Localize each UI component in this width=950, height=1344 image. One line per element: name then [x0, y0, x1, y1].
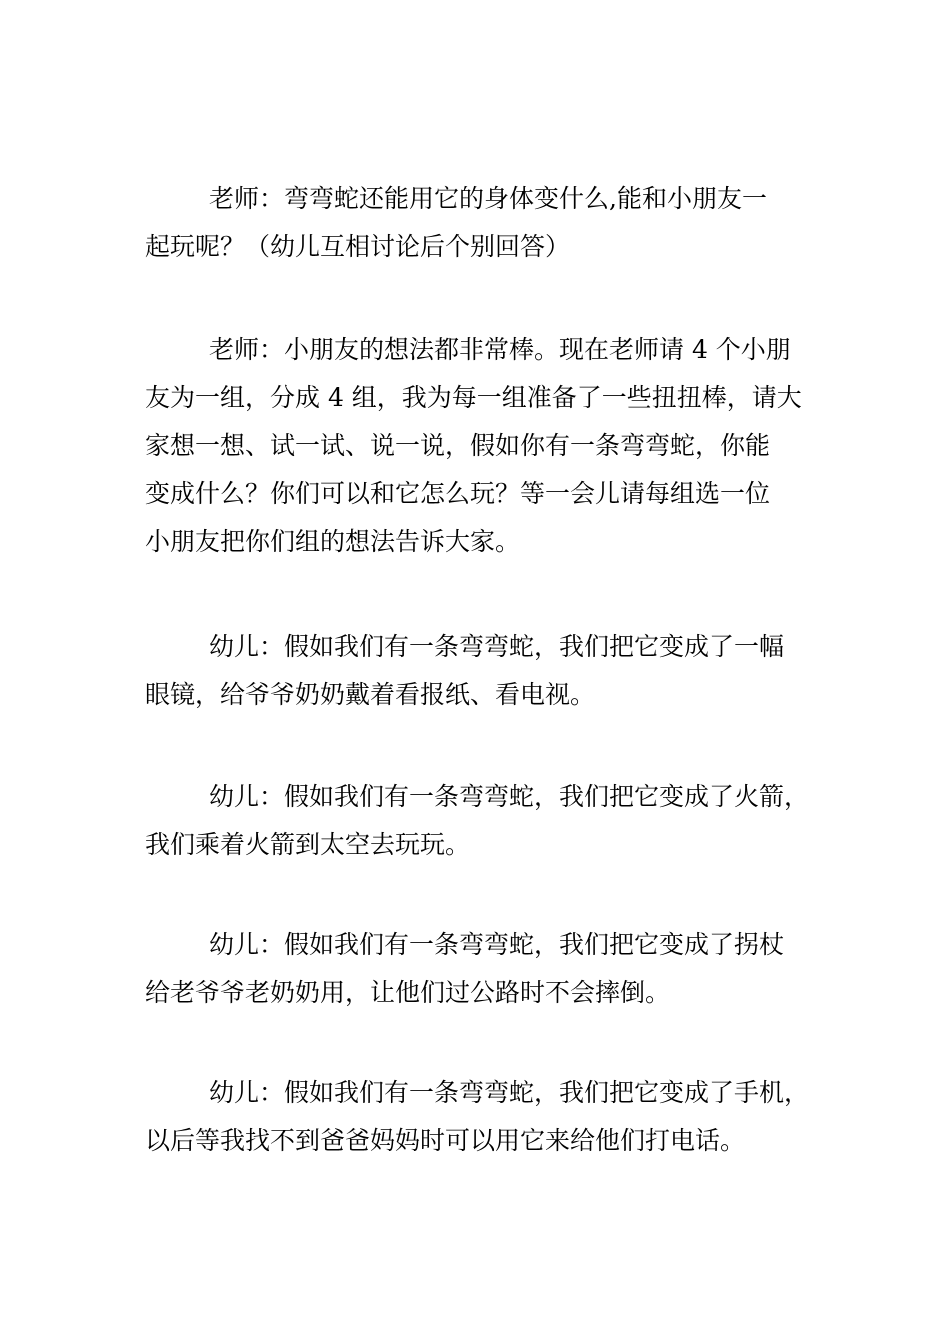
paragraph-teacher-instruction: [145, 326, 825, 566]
paragraph-child-answer-phone: [145, 1069, 825, 1165]
paragraph-line: 变成什么？你们可以和它怎么玩？等一会儿请每组选一位: [145, 479, 771, 508]
paragraph-line: 幼儿：假如我们有一条弯弯蛇，我们把它变成了手机，: [209, 1078, 810, 1107]
paragraph-line: 起玩呢？（幼儿互相讨论后个别回答）: [145, 232, 571, 261]
paragraph-line: 幼儿：假如我们有一条弯弯蛇，我们把它变成了火箭，: [209, 782, 810, 811]
paragraph-line: 友为一组，分成 4 组，我为每一组准备了一些扭扭棒，请大: [145, 383, 802, 412]
paragraph-line: 给老爷爷老奶奶用，让他们过公路时不会摔倒。: [145, 978, 671, 1007]
paragraph-child-answer-rocket: [145, 773, 825, 869]
paragraph-line: 以后等我找不到爸爸妈妈时可以用它来给他们打电话。: [145, 1126, 746, 1155]
paragraph-child-answer-cane: [145, 921, 825, 1017]
paragraph-line: 小朋友把你们组的想法告诉大家。: [145, 527, 521, 556]
paragraph-line: 家想一想、试一试、说一说，假如你有一条弯弯蛇，你能: [145, 431, 771, 460]
paragraph-line: 幼儿：假如我们有一条弯弯蛇，我们把它变成了一幅: [209, 632, 785, 661]
paragraph-teacher-question: [145, 175, 825, 271]
paragraph-child-answer-glasses: [145, 623, 825, 719]
paragraph-line: 我们乘着火箭到太空去玩玩。: [145, 830, 471, 859]
paragraph-line: 老师：弯弯蛇还能用它的身体变什么,能和小朋友一: [209, 184, 767, 213]
paragraph-line: 眼镜，给爷爷奶奶戴着看报纸、看电视。: [145, 680, 596, 709]
paragraph-line: 老师：小朋友的想法都非常棒。现在老师请 4 个小朋: [209, 335, 791, 364]
paragraph-line: 幼儿：假如我们有一条弯弯蛇，我们把它变成了拐杖: [209, 930, 785, 959]
